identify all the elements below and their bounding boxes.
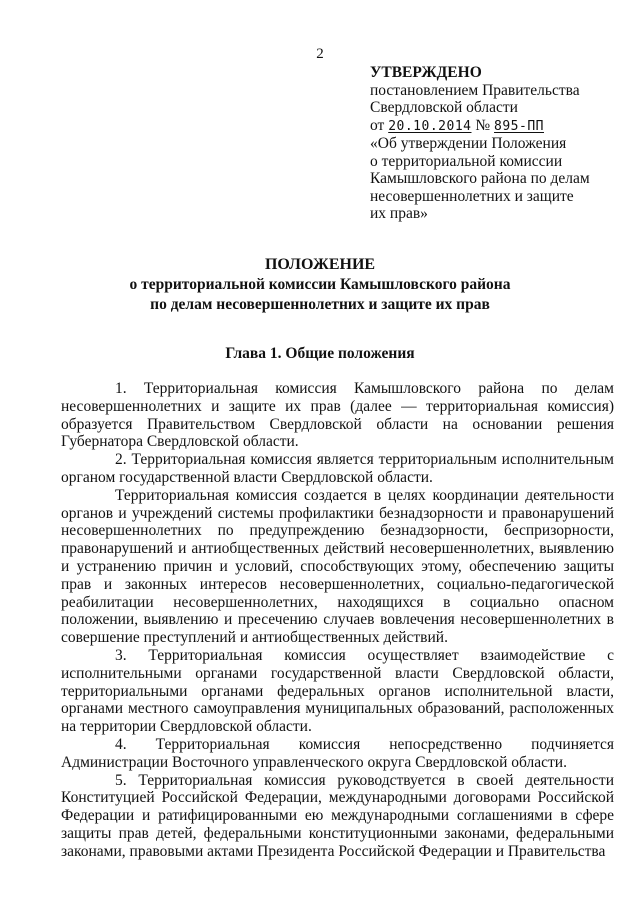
approval-line-4: «Об утверждении Положения <box>370 135 567 152</box>
title-main: ПОЛОЖЕНИЕ <box>264 256 376 273</box>
approval-line-1: постановлением Правительства <box>370 81 580 99</box>
title-line-2: о территориальной комиссии Камышловского района <box>129 276 511 293</box>
document-title <box>0 255 640 315</box>
title-line-3: по делам несовершеннолетних и защите их прав <box>150 296 490 313</box>
paragraph-3: Территориальная комиссия создается в целях координации деятельности органов и учреждений системы профилактики безнадзорности и правонарушений несовершеннолетних по предупреждению безнадзорности, беспризорности, правонарушений и антиобщественных действий несовершеннолетних, выявлению и устранению причин и условий, способствующих этому, обеспечению защиты прав и законных интересов несовершеннолетних, социально-педагогической реабилитации несовершеннолетних, находящихся в социально опасном положении, выявлению и пресечению случаев вовлечения несовершеннолетних в совершение преступлений и антиобщественных действий. <box>61 486 614 647</box>
approval-number: 895-ПП <box>494 118 544 134</box>
approval-date-line <box>370 117 620 136</box>
approval-line-2: Свердловской области <box>370 99 518 116</box>
approval-date: 20.10.2014 <box>388 118 472 134</box>
approval-stamp <box>370 64 620 223</box>
paragraph-6: 5. Территориальная комиссия руководствуется в своей деятельности Конституцией Российской Федерации, международными договорами Российской Федерации и ратифицированными ею международными соглашениями в сфере защиты прав детей, федеральными конституционными законами, федеральными законами, правовыми актами Президента Российской Федерации и Правительства <box>61 771 614 860</box>
date-prefix: от <box>370 116 385 134</box>
approval-line-6: Камышловского района по делам <box>370 170 590 187</box>
chapter-heading: Глава 1. Общие положения <box>225 345 415 362</box>
approval-line-7: несовершеннолетних и защите <box>370 187 574 205</box>
approval-line-8: их прав» <box>370 205 428 222</box>
document-body <box>61 380 614 861</box>
paragraph-2: 2. Территориальная комиссия является территориальным исполнительным органом государственной власти Свердловской области. <box>61 451 614 486</box>
page-number: 2 <box>316 46 324 62</box>
approval-line-5: о территориальной комиссии <box>370 152 563 170</box>
paragraph-5: 4. Территориальная комиссия непосредственно подчиняется Администрации Восточного управленческого округа Свердловской области. <box>61 735 614 771</box>
approval-heading: УТВЕРЖДЕНО <box>370 64 482 81</box>
paragraph-4: 3. Территориальная комиссия осуществляет взаимодействие с исполнительными органами государственной власти Свердловской области, территориальными органами федеральных органов исполнительной власти, органами местного самоуправления муниципальных образований, расположенных на территории Свердловской области. <box>61 646 614 736</box>
paragraph-1: 1. Территориальная комиссия Камышловского района по делам несовершеннолетних и защите их прав (далее — территориальная комиссия) образуется Правительством Свердловской области на основании решения Губернатора Свердловской области. <box>61 380 614 451</box>
number-prefix: № <box>475 116 491 134</box>
